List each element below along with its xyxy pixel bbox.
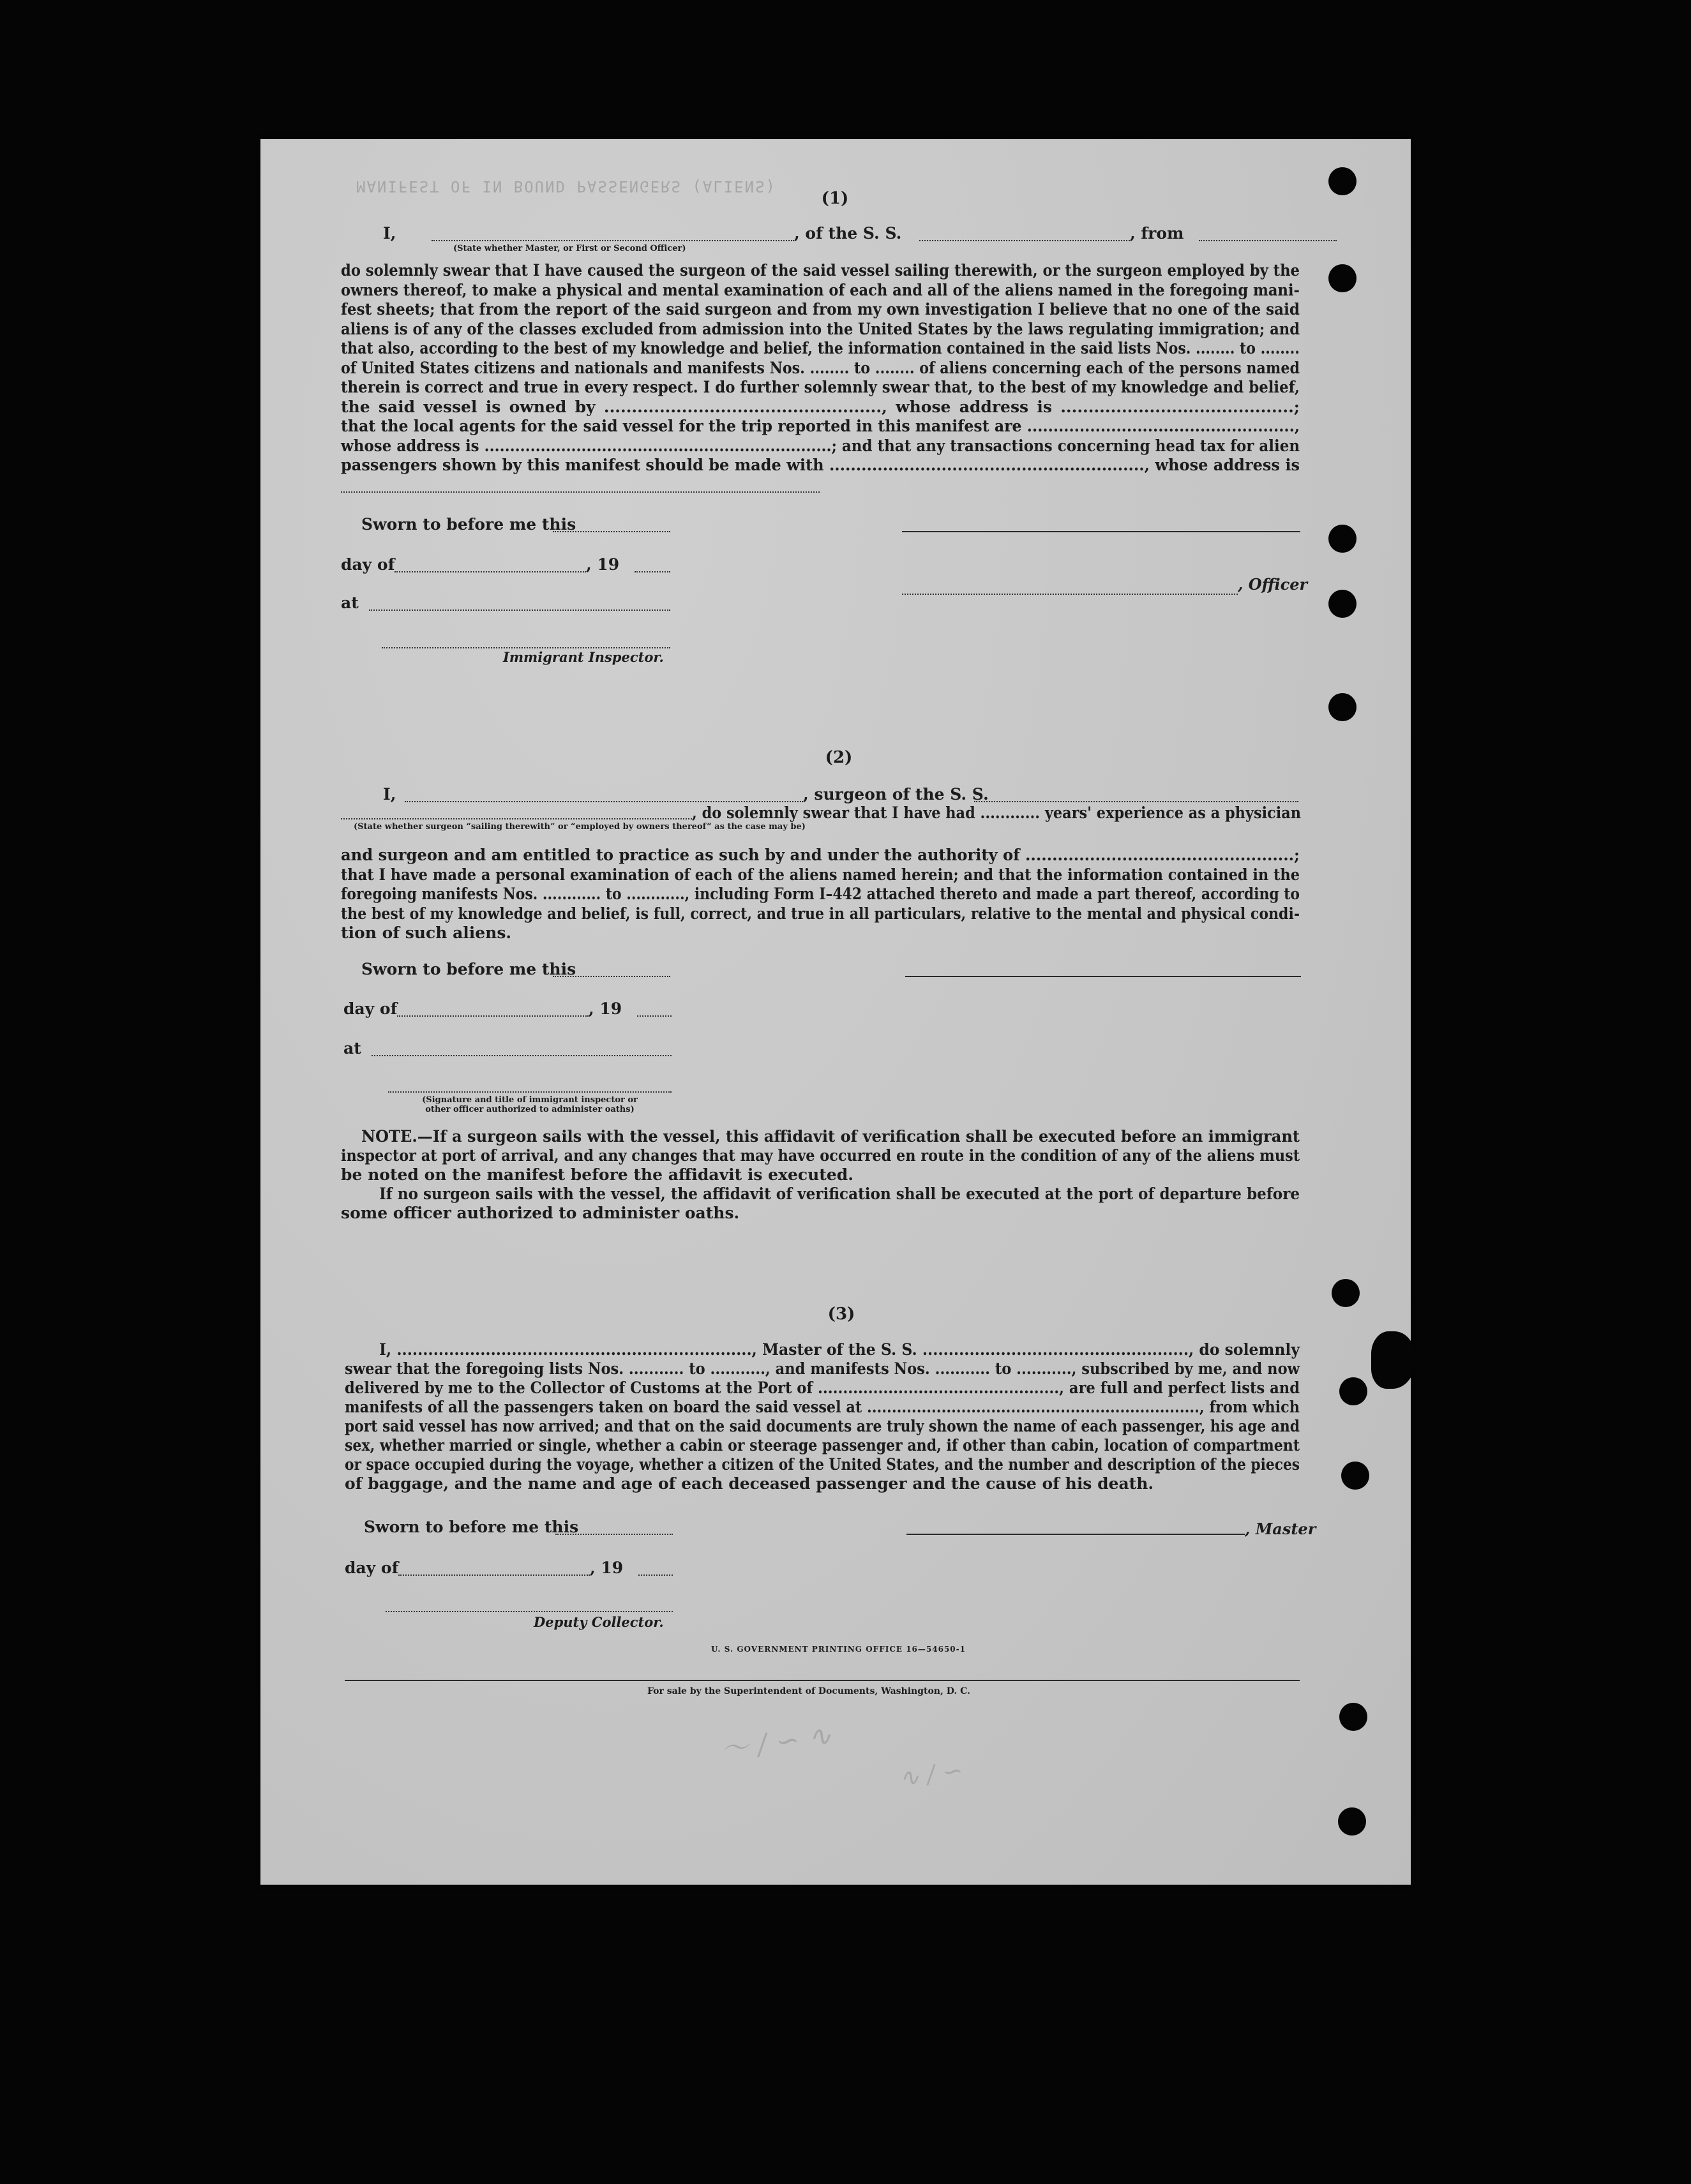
s1-day-field [395,571,586,572]
s2-day-of: day of [343,999,398,1018]
s2-body-line: foregoing manifests Nos. ............ to ............, including Form I–442 attached thereto and made a part thereof, according to [341,885,1300,903]
punch-hole [1332,1279,1360,1307]
s1-officer-signature-line [902,531,1300,532]
s2-body-line: the best of my knowledge and belief, is full, correct, and true in all particulars, relative to the mental and physical condi- [341,904,1300,923]
s1-body-line: that the local agents for the said vessel for the trip reported in this manifest are ..................................................., [341,417,1300,435]
s2-surgeon-of-ss: , surgeon of the S. S. [803,785,989,804]
punch-hole [1341,1462,1369,1490]
s1-inspector-label: Immigrant Inspector. [503,649,664,665]
s1-officer-name-field [902,594,1238,595]
s1-inspector-signature-field [382,647,670,648]
s3-sworn-field [555,1534,673,1535]
s2-sworn-field [553,976,670,977]
torn-hole [1371,1331,1416,1389]
punch-hole [1328,264,1357,292]
s2-vessel-field [974,801,1298,802]
s1-at: at [341,594,359,612]
s1-day-of: day of [341,555,395,574]
s1-body-line: therein is correct and true in every respect. I do further solemnly swear that, to the best of my knowledge and belief, [341,378,1300,396]
s2-surgeon-name-field [405,801,803,802]
s1-at-field [369,610,670,611]
s3-19: , 19 [590,1559,624,1577]
s1-year-field [635,571,670,572]
s3-deputy-collector-label: Deputy Collector. [534,1614,664,1630]
s3-body-line: swear that the foregoing lists Nos. ........... to ..........., and manifests Nos. ........... to ..........., subscribed by me, and now [345,1359,1300,1378]
gpo-imprint: U. S. GOVERNMENT PRINTING OFFICE 16—54650-1 [711,1645,966,1654]
s2-note-line: be noted on the manifest before the affidavit is executed. [341,1165,853,1184]
s3-year-field [638,1574,673,1576]
s1-i: I, [383,224,396,243]
s2-note-line: some officer authorized to administer oaths. [341,1204,740,1222]
s1-from: , from [1130,224,1184,243]
s2-day-field [397,1015,589,1017]
s2-note-line: inspector at port of arrival, and any changes that may have occurred en route in the condition of any of the aliens must [341,1146,1300,1165]
s2-note-line: If no surgeon sails with the vessel, the affidavit of verification shall be executed at the port of departure before [379,1185,1300,1203]
s3-body-line: I, ...................................................................., Master of the S. S. ..................................................., do solemnly [379,1340,1300,1359]
sale-notice: For sale by the Superintendent of Documents, Washington, D. C. [647,1686,970,1696]
s3-sworn-label: Sworn to before me this [364,1518,579,1536]
s3-body-line: or space occupied during the voyage, whether a citizen of the United States, and the number and description of the pieces [345,1455,1300,1474]
punch-hole [1328,590,1357,618]
s1-body-line: whose address is ....................................................................; and that any transactions concerning head tax for alien [341,437,1300,455]
section-2-number: (2) [825,748,853,767]
s2-signature-caption [388,1095,672,1114]
s1-19: , 19 [586,555,620,574]
s3-body-line: port said vessel has now arrived; and that on the said documents are truly shown the name of each passenger, his age and [345,1417,1300,1435]
s2-at: at [343,1039,361,1058]
s1-body-line: aliens is of any of the classes excluded from admission into the United States by the laws regulating immigration; and [341,320,1300,338]
s3-day-of: day of [345,1559,399,1577]
s1-sworn-field [553,531,670,532]
s3-body-line: delivered by me to the Collector of Customs at the Port of ................................................, are full and perfect lists and [345,1379,1300,1397]
s1-from-field [1199,240,1337,241]
s2-signature-caption-line: other officer authorized to administer oaths) [425,1105,635,1114]
s2-body-line: that I have made a personal examination of each of the aliens named herein; and that the information contained in the [341,865,1300,884]
s2-i: I, [383,785,396,804]
s2-status-field [341,818,692,819]
faint-handwriting-mark: 〜 ∕ ∽ ∿ [718,1719,834,1767]
punch-hole [1339,1377,1367,1405]
s1-body-line: fest sheets; that from the report of the said surgeon and from my own investigation I believe that no one of the said [341,300,1300,318]
manifest-page [260,139,1411,1885]
s2-status-caption: (State whether surgeon “sailing therewith” or “employed by owners thereof” as the case may be) [354,822,806,832]
section-1-number: (1) [821,189,849,208]
s1-body-line: the said vessel is owned by .................................................., whose address is ..........................................; [341,398,1300,416]
s2-experience-line: , do solemnly swear that I have had ............ years' experience as a physician [692,804,1302,822]
s2-year-field [637,1015,672,1017]
s3-body-line: manifests of all the passengers taken on board the said vessel at ..................................................................., from which [345,1398,1300,1416]
s1-officer-field [432,240,794,241]
s2-signature-caption-line: (Signature and title of immigrant inspector or [422,1095,638,1105]
punch-hole [1339,1703,1367,1731]
punch-hole [1328,693,1357,721]
s1-sworn-label: Sworn to before me this [361,515,576,534]
s2-surgeon-signature-line [905,976,1301,977]
s1-officer-label: , Officer [1238,575,1308,594]
s2-body-line: and surgeon and am entitled to practice as such by and under the authority of ..................................................; [341,846,1300,864]
s2-at-field [372,1055,672,1056]
s2-note-line: NOTE.—If a surgeon sails with the vessel, this affidavit of verification shall be executed before an immigrant [361,1127,1300,1146]
s1-vessel-field [919,240,1130,241]
s3-day-field [398,1574,590,1576]
s1-address-continuation-field [341,491,820,493]
bleed-through-header: MANIFEST OF IN BOUND PASSENGERS (ALIENS) [356,177,776,195]
s1-body-line: of United States citizens and nationals and manifests Nos. ........ to ........ of aliens concerning each of the persons named [341,359,1300,377]
s1-body-line: that also, according to the best of my knowledge and belief, the information contained in the said lists Nos. ........ to ........ [341,339,1300,357]
footer-rule [345,1680,1300,1681]
s3-master-signature-line [906,1534,1245,1535]
s3-body-line: of baggage, and the name and age of each deceased passenger and the cause of his death. [345,1474,1154,1493]
punch-hole [1338,1807,1366,1836]
s1-of-ss: , of the S. S. [794,224,902,243]
s2-body-line: tion of such aliens. [341,924,512,942]
punch-hole [1328,167,1357,195]
s3-collector-signature-field [386,1611,673,1612]
section-3-number: (3) [827,1305,855,1324]
s2-19: , 19 [589,999,622,1018]
s3-master-label: , Master [1245,1520,1316,1538]
s1-body-line: do solemnly swear that I have caused the surgeon of the said vessel sailing therewith, or the surgeon employed by the [341,261,1300,280]
s1-officer-caption: (State whether Master, or First or Second Officer) [453,244,686,253]
s1-body-line: owners thereof, to make a physical and mental examination of each and all of the aliens named in the foregoing mani- [341,281,1300,299]
s3-body-line: sex, whether married or single, whether a cabin or steerage passenger and, if other than cabin, location of compartment [345,1436,1300,1455]
s2-officer-signature-field [388,1091,672,1093]
punch-hole [1328,525,1357,553]
s1-body-line: passengers shown by this manifest should be made with ..........................................................., whose address is [341,456,1300,474]
s2-sworn-label: Sworn to before me this [361,960,576,978]
faint-handwriting-mark: ∿ ∕ ∽ [897,1756,965,1793]
